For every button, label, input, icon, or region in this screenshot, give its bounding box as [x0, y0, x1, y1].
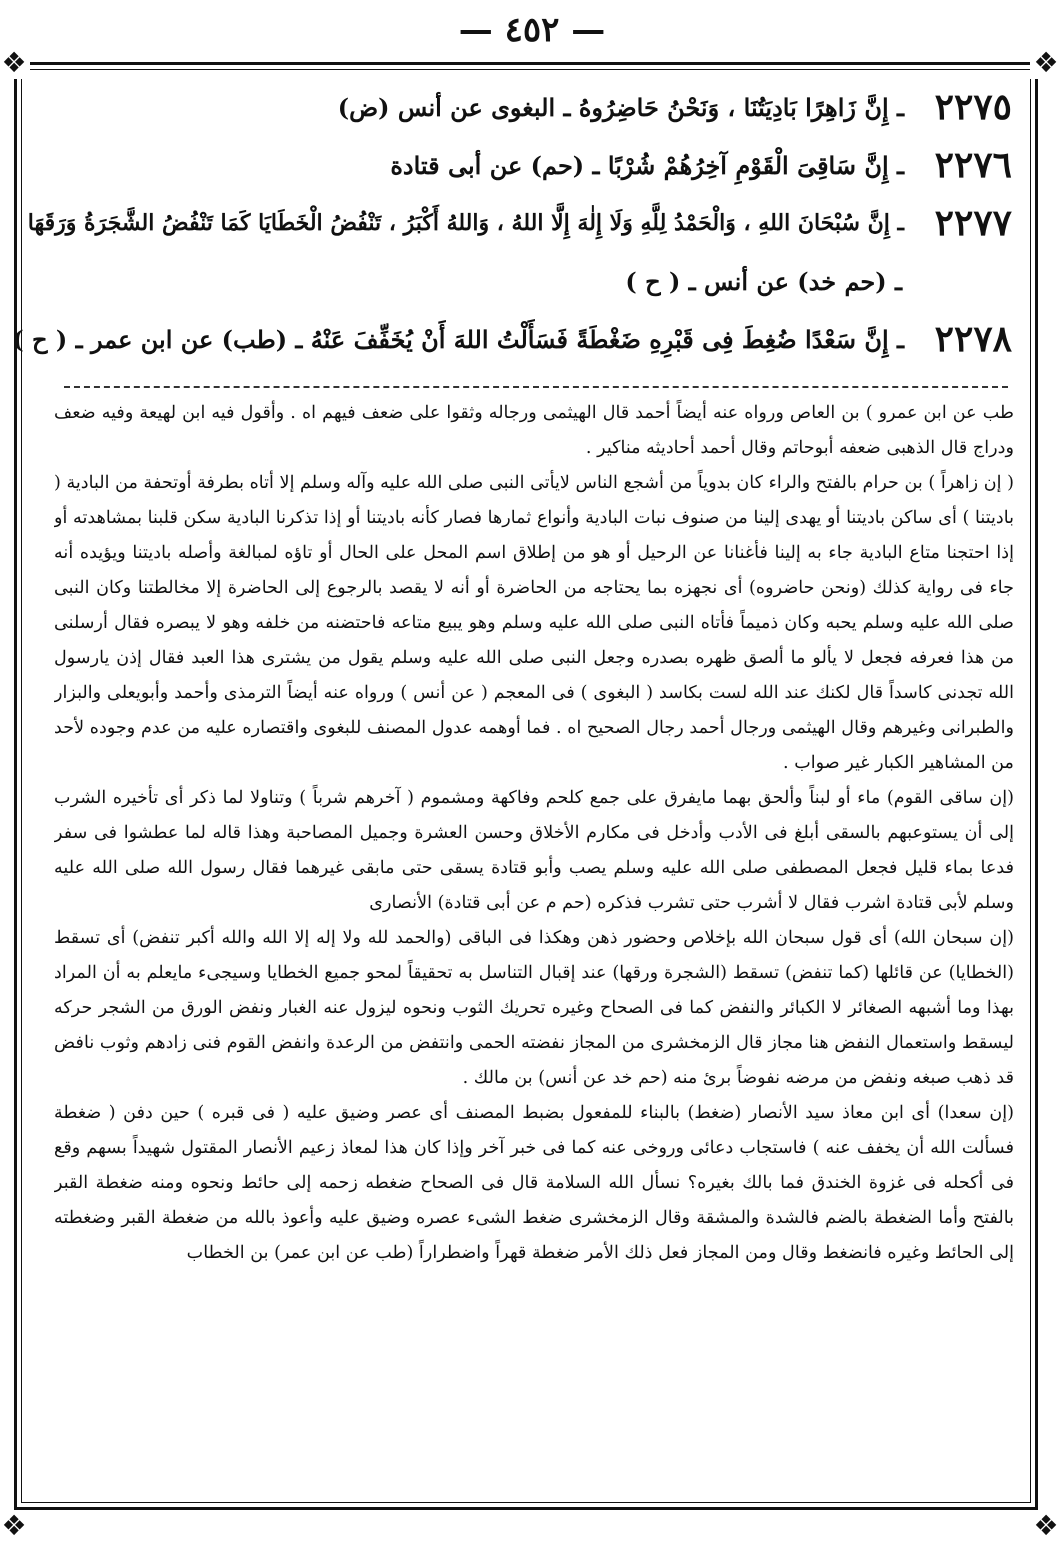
page-number: — ٤٥٢ —	[458, 10, 606, 50]
corner-ornament-icon: ❖	[0, 1510, 30, 1542]
corner-ornament-icon: ❖	[0, 47, 30, 79]
hadith-2277	[27, 194, 1012, 252]
commentary-paragraph: ( إن زاهراً ) بن حرام بالفتح والراء كان بدوياً من أشجع الناس لايأتى النبى صلى الله عليه وآله وسلم إلا أتاه بطرفة أوتحفة من البادية ( باديتنا ) أى ساكن باديتنا أو يهدى إلينا من صنوف نبات البادية وأنواع ثمارها فصار كأنه باديتنا أو إذا تذكرنا البادية سكن قلبنا بمشاهدته أو إذا احتجنا متاع البادية جاء به إلينا فأغنانا عن الرحيل أو هو من إطلاق اسم المحل على الحال أو تاؤه لمبالغة وأصله باديتنا ويؤيده أنه جاء فى رواية كذلك (ونحن حاضروه) أى نجهزه بما يحتاجه من الحاضرة أو أنه لا يقصد بالرجوع إلى الحاضرة إلا مخالطتنا وكان النبى صلى الله عليه وسلم يحبه وكان ذميماً فأتاه النبى صلى الله عليه وسلم وهو يبيع متاعه فاحتضنه من خلفه وهو لا يبصره فقال أرسلنى من هذا فعرفه فجعل لا يألو ما ألصق ظهره بصدره وجعل النبى صلى الله عليه وسلم يقول من يشترى هذا العبد فقال إذن يارسول الله تجدنى كاسداً قال لكنك عند الله لست بكاسد ( البغوى ) فى المعجم ( عن أنس ) ورواه عنه أيضاً الترمذى وأحمد وأبويعلى والبزار والطبرانى وغيرهم وقال الهيثمى ورجال أحمد رجال الصحيح اه . فما أوهمه عدول المصنف للبغوى واقتصاره عليه من عدم وجوده لأحد من المشاهير الكبار غير صواب .	[54, 473, 1014, 773]
commentary-paragraph: (إن ساقى القوم) ماء أو لبناً وألحق بهما مايفرق على جمع كلحم وفاكهة ومشموم ( آخرهم شرباً ) وتناولا لما ذكر أى تأخيره الشرب إلى أن يستوعبهم بالسقى أبلغ فى الأدب وأدخل فى مكارم الأخلاق وحسن العشرة وجميل المصاحبة وهذا قاله لما عطشوا فى سفر فدعا بماء قليل فجعل المصطفى صلى الله عليه وسلم يصب وأبو قتادة يسقى حتى مابقى غيرهما فقال رسول الله صلى الله عليه وسلم لأبى قتادة اشرب فقال لا أشرب حتى تشرب فذكره (حم م عن أبى قتادة) الأنصارى	[54, 788, 1014, 913]
hadith-text: ـ إِنَّ سُبْحَانَ اللهِ ، وَالْحَمْدُ لِلَّهِ وَلَا إِلٰهَ إِلَّا اللهُ ، وَاللهُ أَكْبَرُ ، تَنْفُضُ الْخَطَايَا كَمَا تَنْفُضُ الشَّجَرَةُ وَرَقَهَا	[27, 210, 904, 236]
hadith-text: ـ إِنَّ زَاهِرًا بَادِيَتُنَا ، وَنَحْنُ حَاضِرُوهُ ـ البغوى عن أنس (ض)	[337, 92, 904, 122]
hadith-text: ـ إِنَّ سَعْدًا ضُغِطَ فِى قَبْرِهِ ضَغْطَةً فَسَأَلْتُ اللهَ أَنْ يُخَفِّفَ عَنْهُ ـ (طب) عن ابن عمر ـ ( ح )	[12, 324, 904, 354]
hadith-list	[12, 78, 1012, 378]
corner-ornament-icon: ❖	[1030, 47, 1062, 79]
hadith-text: ـ إِنَّ سَاقِىَ الْقَوْمِ آخِرُهُمْ شُرْبًا ـ (حم) عن أبى قتادة	[390, 150, 904, 180]
corner-ornament-icon: ❖	[1030, 1510, 1062, 1542]
hadith-2278	[12, 310, 1012, 368]
hadith-number: ٢٢٧٧	[934, 202, 1012, 244]
hadith-2276	[64, 136, 1012, 194]
section-divider	[64, 386, 1008, 388]
commentary-paragraph: طب عن ابن عمرو ) بن العاص ورواه عنه أيضاً أحمد قال الهيثمى ورجاله وثقوا على ضعف فيهم اه . وأقول فيه ابن لهيعة وفيه ضعف ودراج قال الذهبى ضعفه أبوحاتم وقال أحمد أحاديثه مناكير .	[54, 403, 1014, 458]
hadith-number: ٢٢٧٨	[934, 318, 1012, 360]
commentary	[54, 396, 1014, 1486]
hadith-2275	[64, 78, 1012, 136]
hadith-2277-continuation	[64, 252, 1012, 310]
hadith-number: ٢٢٧٥	[934, 86, 1012, 128]
hadith-number: ٢٢٧٦	[934, 144, 1012, 186]
commentary-paragraph: (إن سعدا) أى ابن معاذ سيد الأنصار (ضغط) بالبناء للمفعول بضبط المصنف أى عصر وضيق عليه ( فى قبره ) حين دفن ( ضغطة فسألت الله أن يخفف عنه ) فاستجاب دعائى وروخى عنه كما فى خبر آخر وإذا كان هذا لمعاذ زعيم الأنصار المقتول شهيداً بسهم وقع فى أكحله فى غزوة الخندق فما بالك بغيره؟ نسأل الله السلامة قال فى الصحاح ضغطه زحمه إلى حائط ونحوه ومنه ضغطة القبر بالفتح وأما الضغطة بالضم فالشدة والمشقة وقال الزمخشرى ضغط الشىء عصره وضيق عليه وأعوذ بالله من ضغطة القبر وضغطته إلى الحائط وغيره فانضغط وقال ومن المجاز فعل ذلك الأمر ضغطة قهراً واضطراراً (طب عن ابن عمر) بن الخطاب	[54, 1103, 1014, 1263]
hadith-text: ـ (حم خد) عن أنس ـ ( ح )	[625, 266, 902, 296]
commentary-paragraph: (إن سبحان الله) أى قول سبحان الله بإخلاص وحضور ذهن وهكذا فى الباقى (والحمد لله ولا إله إلا الله والله أكبر تنفض) أى تسقط (الخطايا) عن قائلها (كما تنفض) تسقط (الشجرة ورقها) عند إقبال التناسل به تحقيقاً لمحو جميع الخطايا وسيجىء مايعلم به أن المراد بهذا وما أشبهه الصغائر لا الكبائر والنفض كما فى الصحاح وغيره تحريك الثوب ونحوه ليزول عنه الغبار ونفض الورق من الشجر حركه ليسقط واستعمال النفض هنا مجاز قال الزمخشرى من المجاز نفضته الحمى وانتفض من الرعدة وانفض القوم فنى زادهم وثوب نافض قد ذهب صبغه ونفض من مرضه نفوضاً برئ منه (حم خد عن أنس) بن مالك .	[54, 928, 1014, 1088]
